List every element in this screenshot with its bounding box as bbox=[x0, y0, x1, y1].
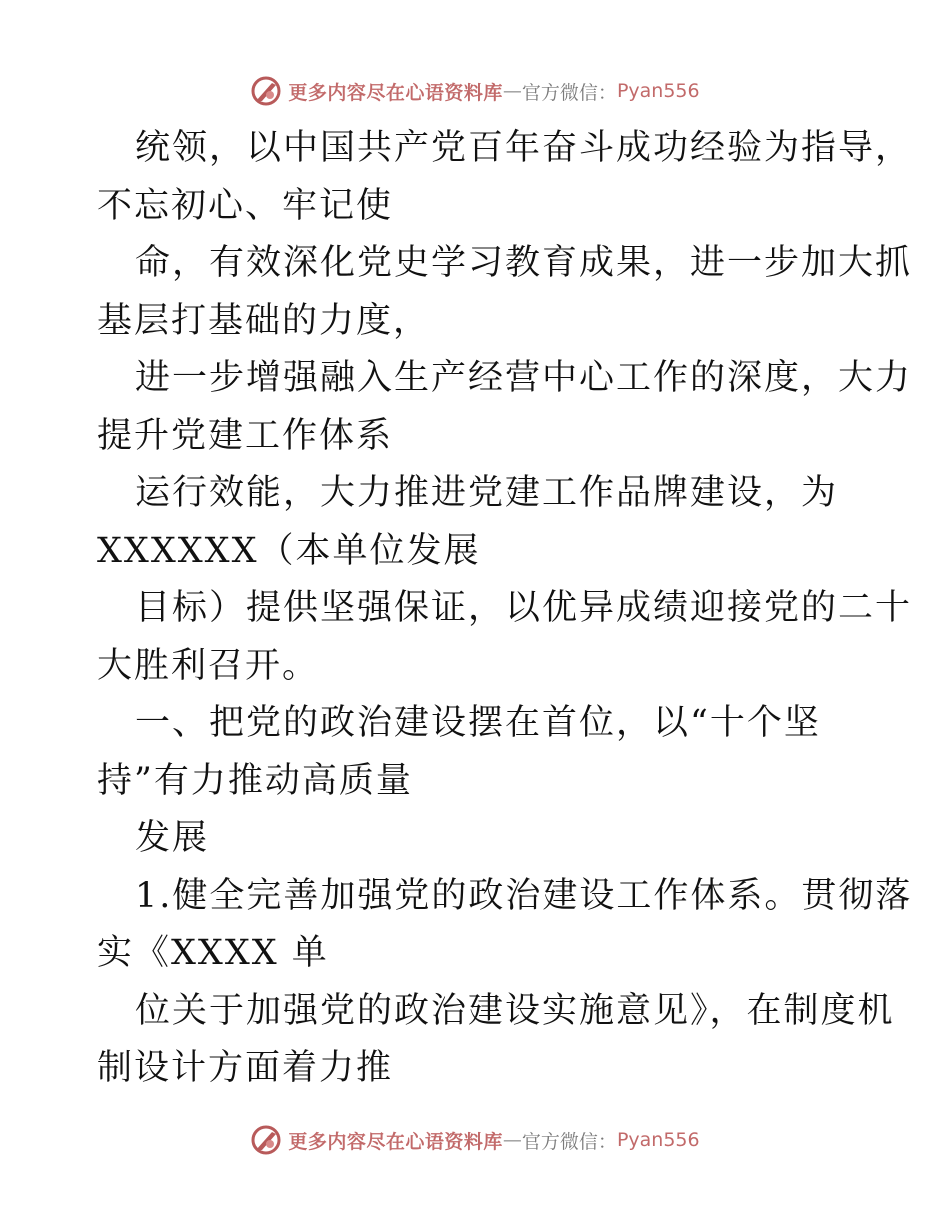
body-text-line: 1.健全完善加强党的政治建设工作体系。贯彻落 bbox=[135, 875, 913, 916]
banner-dash: — bbox=[502, 1129, 522, 1151]
body-text-line: 提升党建工作体系 bbox=[97, 415, 394, 456]
body-text-line: 不忘初心、牢记使 bbox=[97, 185, 394, 226]
body-text-line: 制设计方面着力推 bbox=[97, 1048, 394, 1088]
banner-wechat-label: 官方微信： bbox=[521, 1130, 617, 1153]
body-text-line: 命，有效深化党史学习教育成果，进一步加大抓 bbox=[135, 243, 913, 283]
body-text-line: 发展 bbox=[135, 818, 210, 858]
banner-wechat-id: Pyan556 bbox=[616, 1129, 700, 1151]
banner-dash: — bbox=[502, 80, 522, 102]
body-text-line: 持”有力推动高质量 bbox=[97, 760, 413, 801]
body-text-line: 目标）提供坚强保证，以优异成绩迎接党的二十 bbox=[135, 588, 913, 628]
body-text-line: 基层打基础的力度， bbox=[97, 300, 431, 341]
brush-seal-icon bbox=[250, 1124, 282, 1156]
body-text-line: 大胜利召开。 bbox=[97, 645, 320, 686]
body-text-line: 进一步增强融入生产经营中心工作的深度，大力 bbox=[135, 358, 913, 398]
body-text-line: 一、把党的政治建设摆在首位，以“十个坚 bbox=[135, 703, 821, 743]
banner-wechat-label: 官方微信： bbox=[521, 81, 617, 104]
header-banner bbox=[0, 71, 950, 111]
body-text-line: 统领，以中国共产党百年奋斗成功经验为指导， bbox=[135, 128, 913, 168]
brush-seal-icon bbox=[250, 75, 282, 107]
body-text-line: 实《XXXX 单 bbox=[97, 933, 329, 973]
banner-brand-text: 更多内容尽在心语资料库 bbox=[288, 1130, 503, 1153]
body-text-line: 运行效能，大力推进党建工作品牌建设，为 bbox=[135, 473, 839, 513]
document-body bbox=[97, 120, 913, 1098]
body-text-line: 位关于加强党的政治建设实施意见》，在制度机 bbox=[135, 990, 895, 1031]
banner-brand-text: 更多内容尽在心语资料库 bbox=[288, 81, 503, 104]
body-text-line: XXXXXX（本单位发展 bbox=[97, 530, 481, 571]
banner-wechat-id: Pyan556 bbox=[616, 80, 700, 102]
footer-banner bbox=[0, 1120, 950, 1160]
